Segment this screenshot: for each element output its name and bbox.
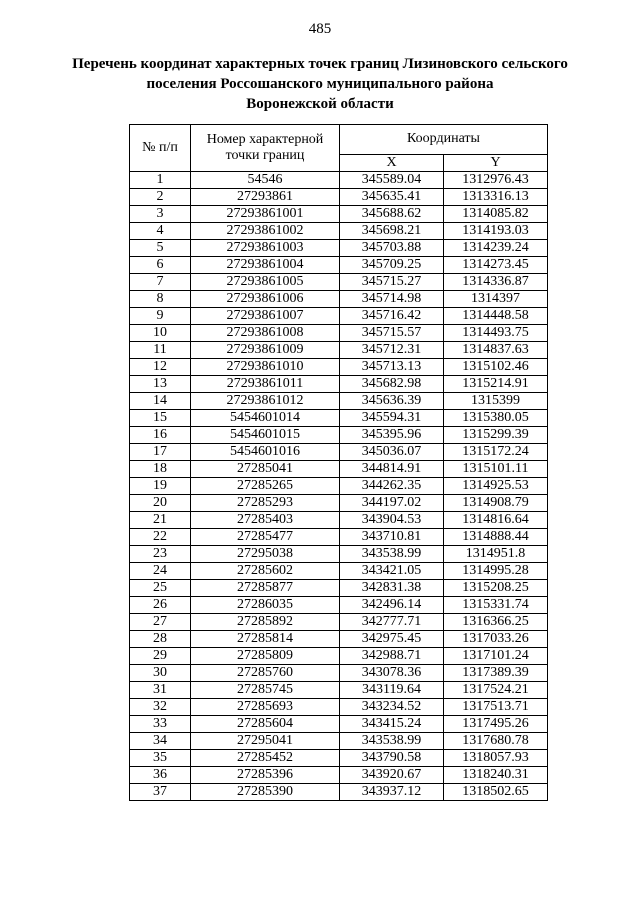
table-row xyxy=(130,699,548,716)
cell-num: 6 xyxy=(130,257,191,274)
cell-x: 344262.35 xyxy=(340,478,444,495)
cell-y: 1315172.24 xyxy=(444,444,548,461)
cell-point-number: 5454601016 xyxy=(191,444,340,461)
table-row xyxy=(130,240,548,257)
cell-num: 15 xyxy=(130,410,191,427)
table-row xyxy=(130,767,548,784)
cell-x: 343415.24 xyxy=(340,716,444,733)
cell-y: 1315208.25 xyxy=(444,580,548,597)
cell-point-number: 27293861 xyxy=(191,189,340,206)
cell-num: 33 xyxy=(130,716,191,733)
cell-y: 1312976.43 xyxy=(444,172,548,189)
cell-num: 5 xyxy=(130,240,191,257)
cell-num: 28 xyxy=(130,631,191,648)
table-row xyxy=(130,716,548,733)
table-row xyxy=(130,291,548,308)
cell-num: 1 xyxy=(130,172,191,189)
table-row xyxy=(130,223,548,240)
cell-point-number: 27285477 xyxy=(191,529,340,546)
cell-x: 345714.98 xyxy=(340,291,444,308)
table-row xyxy=(130,444,548,461)
cell-point-number: 27293861011 xyxy=(191,376,340,393)
header-num: № п/п xyxy=(130,125,191,172)
table-row xyxy=(130,325,548,342)
header-x: X xyxy=(340,154,444,171)
cell-point-number: 27285760 xyxy=(191,665,340,682)
cell-x: 343119.64 xyxy=(340,682,444,699)
cell-num: 16 xyxy=(130,427,191,444)
cell-x: 345716.42 xyxy=(340,308,444,325)
cell-num: 21 xyxy=(130,512,191,529)
cell-x: 342831.38 xyxy=(340,580,444,597)
cell-y: 1314448.58 xyxy=(444,308,548,325)
cell-x: 345636.39 xyxy=(340,393,444,410)
cell-num: 13 xyxy=(130,376,191,393)
cell-x: 343710.81 xyxy=(340,529,444,546)
cell-y: 1314085.82 xyxy=(444,206,548,223)
cell-x: 345709.25 xyxy=(340,257,444,274)
cell-num: 19 xyxy=(130,478,191,495)
document-title xyxy=(60,54,580,114)
table-row xyxy=(130,614,548,631)
table-row xyxy=(130,478,548,495)
cell-point-number: 27295038 xyxy=(191,546,340,563)
table-row xyxy=(130,529,548,546)
cell-x: 345715.27 xyxy=(340,274,444,291)
cell-x: 343920.67 xyxy=(340,767,444,784)
cell-y: 1317513.71 xyxy=(444,699,548,716)
cell-num: 12 xyxy=(130,359,191,376)
cell-num: 25 xyxy=(130,580,191,597)
cell-num: 14 xyxy=(130,393,191,410)
cell-point-number: 27293861009 xyxy=(191,342,340,359)
table-row xyxy=(130,172,548,189)
cell-y: 1315399 xyxy=(444,393,548,410)
cell-y: 1314193.03 xyxy=(444,223,548,240)
table-row xyxy=(130,206,548,223)
cell-x: 345713.13 xyxy=(340,359,444,376)
table-row xyxy=(130,512,548,529)
cell-y: 1315331.74 xyxy=(444,597,548,614)
cell-num: 27 xyxy=(130,614,191,631)
cell-y: 1315102.46 xyxy=(444,359,548,376)
cell-y: 1314995.28 xyxy=(444,563,548,580)
title-line: Воронежской области xyxy=(246,96,394,112)
cell-num: 17 xyxy=(130,444,191,461)
cell-num: 24 xyxy=(130,563,191,580)
cell-num: 35 xyxy=(130,750,191,767)
cell-y: 1316366.25 xyxy=(444,614,548,631)
cell-y: 1313316.13 xyxy=(444,189,548,206)
cell-x: 343904.53 xyxy=(340,512,444,529)
cell-x: 345036.07 xyxy=(340,444,444,461)
cell-y: 1317495.26 xyxy=(444,716,548,733)
header-point-line: точки границ xyxy=(225,148,305,163)
cell-num: 18 xyxy=(130,461,191,478)
cell-num: 7 xyxy=(130,274,191,291)
table-row xyxy=(130,274,548,291)
cell-num: 37 xyxy=(130,784,191,801)
cell-y: 1317033.26 xyxy=(444,631,548,648)
coordinates-table xyxy=(129,124,548,801)
cell-x: 345703.88 xyxy=(340,240,444,257)
table-row xyxy=(130,257,548,274)
page-number: 485 xyxy=(308,21,332,37)
cell-y: 1317389.39 xyxy=(444,665,548,682)
table-row xyxy=(130,631,548,648)
table-row xyxy=(130,359,548,376)
cell-num: 4 xyxy=(130,223,191,240)
cell-point-number: 5454601014 xyxy=(191,410,340,427)
table-row xyxy=(130,784,548,801)
cell-y: 1314837.63 xyxy=(444,342,548,359)
cell-y: 1314493.75 xyxy=(444,325,548,342)
cell-point-number: 27285403 xyxy=(191,512,340,529)
table-row xyxy=(130,580,548,597)
cell-x: 344197.02 xyxy=(340,495,444,512)
cell-num: 36 xyxy=(130,767,191,784)
cell-num: 31 xyxy=(130,682,191,699)
cell-y: 1314273.45 xyxy=(444,257,548,274)
cell-x: 345698.21 xyxy=(340,223,444,240)
cell-point-number: 27285814 xyxy=(191,631,340,648)
cell-point-number: 27285693 xyxy=(191,699,340,716)
cell-point-number: 27293861012 xyxy=(191,393,340,410)
cell-num: 22 xyxy=(130,529,191,546)
cell-point-number: 27285390 xyxy=(191,784,340,801)
table-row xyxy=(130,410,548,427)
cell-point-number: 27293861008 xyxy=(191,325,340,342)
table-row xyxy=(130,189,548,206)
cell-y: 1314397 xyxy=(444,291,548,308)
cell-y: 1314239.24 xyxy=(444,240,548,257)
header-coordinates: Координаты xyxy=(340,125,548,155)
cell-point-number: 27285041 xyxy=(191,461,340,478)
cell-point-number: 27293861004 xyxy=(191,257,340,274)
cell-point-number: 27285745 xyxy=(191,682,340,699)
table-row xyxy=(130,495,548,512)
cell-point-number: 54546 xyxy=(191,172,340,189)
cell-point-number: 27285892 xyxy=(191,614,340,631)
table-row xyxy=(130,665,548,682)
table-row xyxy=(130,597,548,614)
cell-y: 1314908.79 xyxy=(444,495,548,512)
cell-point-number: 27285809 xyxy=(191,648,340,665)
header-point-line: Номер характерной xyxy=(206,132,324,147)
cell-x: 343790.58 xyxy=(340,750,444,767)
cell-y: 1314336.87 xyxy=(444,274,548,291)
table-row xyxy=(130,393,548,410)
cell-x: 344814.91 xyxy=(340,461,444,478)
cell-y: 1315299.39 xyxy=(444,427,548,444)
table-row xyxy=(130,546,548,563)
cell-point-number: 27285602 xyxy=(191,563,340,580)
cell-x: 345712.31 xyxy=(340,342,444,359)
cell-point-number: 5454601015 xyxy=(191,427,340,444)
cell-y: 1315101.11 xyxy=(444,461,548,478)
cell-point-number: 27293861001 xyxy=(191,206,340,223)
cell-y: 1317524.21 xyxy=(444,682,548,699)
cell-x: 342988.71 xyxy=(340,648,444,665)
cell-x: 342777.71 xyxy=(340,614,444,631)
cell-num: 20 xyxy=(130,495,191,512)
table-row xyxy=(130,461,548,478)
table-row xyxy=(130,563,548,580)
cell-x: 343937.12 xyxy=(340,784,444,801)
table-row xyxy=(130,682,548,699)
cell-y: 1317680.78 xyxy=(444,733,548,750)
cell-point-number: 27293861005 xyxy=(191,274,340,291)
cell-y: 1318057.93 xyxy=(444,750,548,767)
cell-x: 343078.36 xyxy=(340,665,444,682)
cell-x: 345635.41 xyxy=(340,189,444,206)
cell-y: 1314951.8 xyxy=(444,546,548,563)
cell-x: 343234.52 xyxy=(340,699,444,716)
cell-point-number: 27293861006 xyxy=(191,291,340,308)
cell-point-number: 27285265 xyxy=(191,478,340,495)
cell-x: 342496.14 xyxy=(340,597,444,614)
cell-point-number: 27293861002 xyxy=(191,223,340,240)
table-row xyxy=(130,648,548,665)
cell-num: 26 xyxy=(130,597,191,614)
cell-x: 342975.45 xyxy=(340,631,444,648)
cell-point-number: 27295041 xyxy=(191,733,340,750)
cell-x: 345682.98 xyxy=(340,376,444,393)
cell-num: 10 xyxy=(130,325,191,342)
table-row xyxy=(130,342,548,359)
cell-num: 9 xyxy=(130,308,191,325)
cell-x: 345594.31 xyxy=(340,410,444,427)
cell-num: 30 xyxy=(130,665,191,682)
cell-num: 23 xyxy=(130,546,191,563)
cell-num: 3 xyxy=(130,206,191,223)
title-line: Перечень координат характерных точек границ Лизиновского сельского xyxy=(72,56,568,72)
cell-num: 32 xyxy=(130,699,191,716)
table-row xyxy=(130,308,548,325)
title-line: поселения Россошанского муниципального района xyxy=(146,76,494,92)
cell-x: 343538.99 xyxy=(340,546,444,563)
cell-point-number: 27285396 xyxy=(191,767,340,784)
cell-x: 345395.96 xyxy=(340,427,444,444)
cell-num: 2 xyxy=(130,189,191,206)
cell-point-number: 27293861010 xyxy=(191,359,340,376)
table-row xyxy=(130,376,548,393)
cell-num: 8 xyxy=(130,291,191,308)
header-point-number xyxy=(191,125,340,172)
cell-y: 1314816.64 xyxy=(444,512,548,529)
cell-num: 11 xyxy=(130,342,191,359)
cell-x: 345688.62 xyxy=(340,206,444,223)
cell-x: 345589.04 xyxy=(340,172,444,189)
cell-point-number: 27293861007 xyxy=(191,308,340,325)
table-row xyxy=(130,427,548,444)
cell-y: 1315214.91 xyxy=(444,376,548,393)
cell-y: 1314925.53 xyxy=(444,478,548,495)
cell-point-number: 27285293 xyxy=(191,495,340,512)
cell-num: 34 xyxy=(130,733,191,750)
header-y: Y xyxy=(444,154,548,171)
table-body xyxy=(130,172,548,801)
table-row xyxy=(130,750,548,767)
table-row xyxy=(130,733,548,750)
cell-y: 1318502.65 xyxy=(444,784,548,801)
cell-point-number: 27286035 xyxy=(191,597,340,614)
cell-x: 345715.57 xyxy=(340,325,444,342)
cell-num: 29 xyxy=(130,648,191,665)
cell-point-number: 27285604 xyxy=(191,716,340,733)
cell-x: 343421.05 xyxy=(340,563,444,580)
cell-point-number: 27285877 xyxy=(191,580,340,597)
cell-y: 1315380.05 xyxy=(444,410,548,427)
cell-y: 1314888.44 xyxy=(444,529,548,546)
cell-point-number: 27285452 xyxy=(191,750,340,767)
cell-point-number: 27293861003 xyxy=(191,240,340,257)
cell-x: 343538.99 xyxy=(340,733,444,750)
cell-y: 1317101.24 xyxy=(444,648,548,665)
cell-y: 1318240.31 xyxy=(444,767,548,784)
